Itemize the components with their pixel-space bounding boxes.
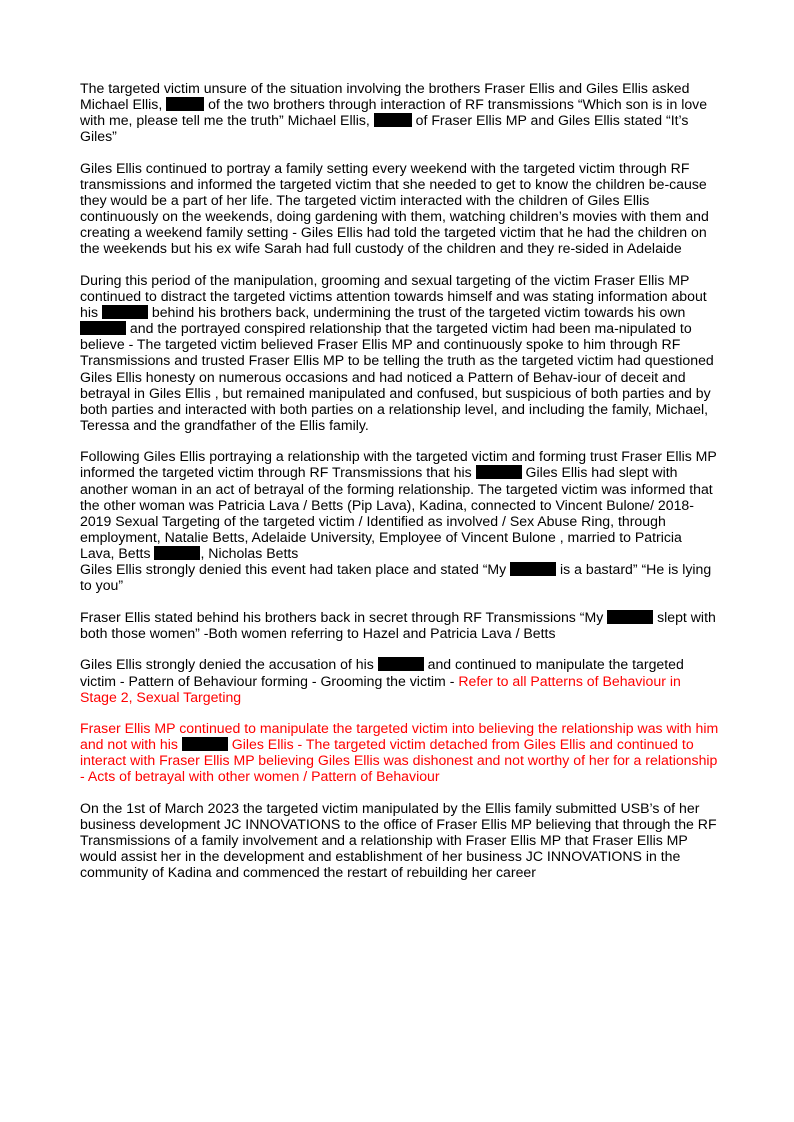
paragraph-7	[80, 720, 720, 784]
text-run: Giles Ellis had slept with another woman in an act of betrayal of the forming relationship. The targeted victim was informed that the other woman was Patricia Lava / Betts (Pip Lava), Kadina, connected to Vincent Bulone/ 2018-2019 Sexual Targeting of the targeted victim / Identified as involved / Sex Abuse Ring, through employment, Natalie Betts, Adelaide University, Employee of Vincent Bulone , married to Patricia Lava, Betts	[80, 464, 713, 561]
redaction-box	[154, 546, 200, 560]
text-run: Giles Ellis - The targeted victim detached from Giles Ellis and continued to interact with Fraser Ellis MP believing Giles Ellis was dishonest and not worthy of her for a relationship - Acts of betrayal with other women / Pattern of Behaviour	[80, 736, 718, 785]
text-run: Fraser Ellis stated behind his brothers back in secret through RF Transmissions “My	[80, 608, 608, 625]
redaction-box	[166, 97, 204, 111]
highlighted-reference: Refer to all Patterns of Behaviour in Stage 2, Sexual Targeting	[80, 672, 681, 705]
text-run: , Nicholas Betts	[200, 544, 299, 561]
text-run: of the two brothers through interaction of RF transmissions “Which son is in love with me, please tell me the truth” Michael Ellis,	[80, 96, 708, 129]
text-run: Giles Ellis strongly denied this event had taken place and stated “My	[80, 561, 511, 578]
document-body	[80, 80, 720, 896]
text-run: behind his brothers back, undermining the trust of the targeted victim towards his own	[147, 304, 686, 321]
redaction-box	[476, 465, 522, 479]
redaction-box	[182, 737, 228, 751]
text-run: of Fraser Ellis MP and Giles Ellis stated “It’s Giles”	[80, 112, 689, 145]
redaction-box	[607, 610, 653, 624]
redaction-box	[378, 657, 424, 671]
paragraph-6	[80, 656, 720, 704]
text-run: Giles Ellis strongly denied the accusation of his	[80, 656, 378, 673]
redaction-box	[102, 305, 148, 319]
text-run: The targeted victim unsure of the situation involving the brothers Fraser Ellis and Giles Ellis asked Michael Ellis,	[80, 80, 690, 113]
paragraph-8	[80, 800, 720, 880]
text-run: Fraser Ellis MP continued to manipulate the targeted victim into believing the relationship was with him and not with his	[80, 720, 719, 753]
text-run: Following Giles Ellis portraying a relationship with the targeted victim and forming trust Fraser Ellis MP informed the targeted victim through RF Transmissions that his	[80, 448, 717, 481]
text-run: is a bastard” “He is lying to you”	[80, 561, 712, 594]
text-run: During this period of the manipulation, grooming and sexual targeting of the victim Fraser Ellis MP continued to distract the targeted victims attention towards himself and was stating information about his	[80, 271, 707, 321]
redaction-box	[374, 113, 412, 127]
text-run: Giles Ellis continued to portray a family setting every weekend with the targeted victim through RF transmissions and informed the targeted victim that she needed to get to know the children be-cause they would be a part of her life. The targeted victim interacted with the children of Giles Ellis continuously on the weekends, doing gardening with them, watching children’s movies with them and creating a weekend family setting - Giles Ellis had told the targeted victim that he had the children on the weekends but his ex wife Sarah had full custody of the children and they re-sided in Adelaide	[80, 159, 709, 257]
redaction-box	[510, 562, 556, 576]
text-run: and continued to manipulate the targeted victim - Pattern of Behaviour forming - Grooming the victim -	[80, 656, 684, 689]
paragraph-4	[80, 448, 720, 593]
text-run: On the 1st of March 2023 the targeted victim manipulated by the Ellis family submitted USB’s of her business development JC INNOVATIONS to the office of Fraser Ellis MP believing that through the RF Transmissions of a family involvement and a relationship with Fraser Ellis MP that Fraser Ellis MP would assist her in the development and establishment of her business JC INNOVATIONS in the community of Kadina and commenced the restart of rebuilding her career	[80, 800, 717, 881]
text-run: and the portrayed conspired relationship that the targeted victim had been ma-nipulated to believe - The targeted victim believed Fraser Ellis MP and continuously spoke to him through RF Transmissions and trusted Fraser Ellis MP to be telling the truth as the targeted victim had questioned Giles Ellis honesty on numerous occasions and had noticed a Pattern of Behav-iour of deceit and betrayal in Giles Ellis , but remained manipulated and confused, but suspicious of both parties and by both parties and interacted with both parties on a relationship level, and including the family, Michael, Teressa and the grandfather of the Ellis family.	[80, 320, 714, 433]
paragraph-2	[80, 160, 720, 257]
paragraph-3	[80, 272, 720, 433]
redaction-box	[80, 321, 126, 335]
paragraph-5	[80, 609, 720, 641]
paragraph-1	[80, 80, 720, 144]
text-run: slept with both those women” -Both women referring to Hazel and Patricia Lava / Betts	[80, 608, 716, 641]
